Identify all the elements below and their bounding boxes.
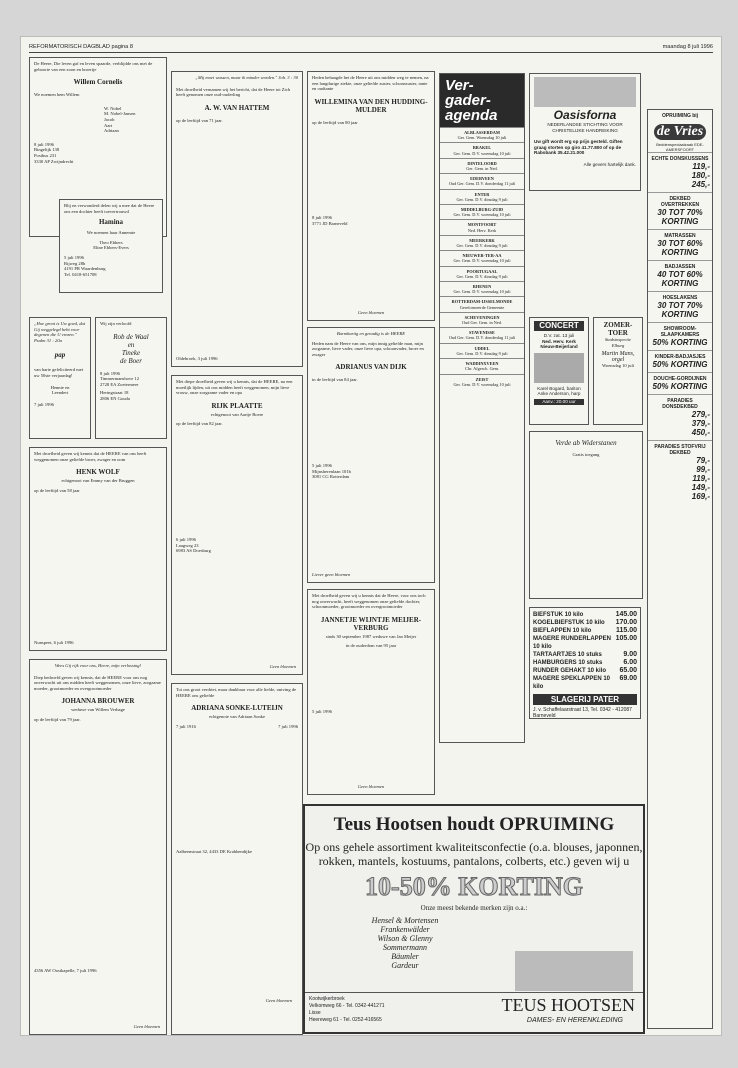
announcement-text: Tot ons groot verdriet, maar dankbaar voor alle liefde, ontving de HEERE ons geliefde: [176, 687, 297, 698]
agenda-entry: [440, 173, 524, 188]
shop-name: SLAGERIJ PATER: [533, 694, 637, 705]
section-heading: ECHTE DONSKUSSENS: [651, 156, 709, 162]
ad-title: Oasisforna: [553, 108, 617, 122]
price-value: 279,-: [691, 410, 710, 419]
section-heading: BADJASSEN: [664, 264, 696, 270]
price-row: [533, 667, 637, 675]
brand-name: Frankenwälder: [380, 925, 430, 934]
name-line: Rob de Waal: [113, 332, 149, 341]
family-member: M. Nobel-Jansen: [104, 111, 136, 117]
performer-name: Anke Anderson, harp: [537, 391, 581, 397]
ad-text: Uw gift wordt erg op prijs gesteld. Giften graag storten op giro 41.77.800 of op de Rabobank 35.42.21.000: [534, 139, 623, 156]
product-price: 105.00: [615, 635, 637, 642]
section-heading: MATRASSEN: [664, 233, 696, 239]
obituary-plaatte: [171, 375, 303, 675]
footer-note: Geen bloemen: [357, 784, 385, 790]
child-name: Hamina: [98, 218, 124, 227]
verde-ad: [529, 431, 643, 599]
product-price: 69.00: [619, 675, 637, 682]
agenda-entry: [440, 189, 524, 204]
address-line: Velkomweg 66 - Tel. 0342-441271: [309, 1003, 385, 1009]
address-line: 3330 AP Zwijndrecht: [34, 158, 74, 164]
agenda-entry: [440, 158, 524, 173]
store-name: TEUS HOOTSEN: [501, 995, 635, 1015]
family-member: W. Nobel: [104, 105, 122, 111]
announcement-date: Nunspeet, 6 juli 1996: [34, 640, 74, 646]
agenda-entry: [440, 327, 524, 342]
deceased-name: ADRIANA SONKE-LUTEIJN: [191, 704, 283, 713]
discount-section: [648, 192, 712, 229]
agenda-place: DINTELOORD: [467, 160, 497, 166]
agenda-place: MONTFOORT: [467, 222, 497, 228]
de-vries-logo: de Vries: [654, 124, 706, 140]
family-member: Aart: [104, 122, 113, 128]
announcement-subtext: We noemen hem Willem: [34, 92, 80, 98]
product-price: 115.00: [615, 627, 637, 634]
agenda-title: [440, 74, 524, 127]
agenda-list: [440, 127, 524, 389]
announcement-text: Heden behaagde het de Heere uit ons midden weg te nemen, na een langdurige ziekte, onze geliefde zuster, schoonzuster, tante en oudtante: [312, 75, 429, 92]
discount-text: 30 TOT 60% KORTING: [657, 239, 703, 257]
agenda-detail: Chr. Afgesch. Gem.: [464, 366, 499, 372]
address-line: Timmermanshove 12: [100, 376, 140, 382]
product-name: BIEFLAPPEN 10 kilo: [533, 628, 592, 634]
discount-text: 30 TOT 70% KORTING: [657, 301, 703, 319]
section-heading: PARADIES STOFVRIJ DEKBED: [654, 444, 706, 456]
deceased-age: op de leeftijd van 82 jaar.: [176, 421, 223, 427]
ad-title: ZOMER-TOER: [603, 321, 633, 337]
agenda-place: NIEUWER-TER-AA: [462, 253, 502, 259]
deceased-name: JANNETJE WIJNTJE MEIJER-VERBURG: [320, 615, 422, 632]
family-member: Adriaan: [104, 128, 119, 134]
section-heading: DEKBED OVERTREKKEN: [660, 196, 700, 208]
agenda-detail: Ger. Gem. D.V. woensdag 10 juli: [453, 212, 511, 218]
address-line: Laagweg 23: [176, 542, 199, 548]
footer-note: Geen bloemen: [357, 310, 385, 316]
agenda-place: EDERVEEN: [470, 176, 494, 182]
agenda-entry: [440, 312, 524, 327]
header-right: maandag 8 juli 1996: [662, 44, 713, 50]
agenda-entry: [440, 358, 524, 373]
discount-section: [648, 229, 712, 260]
obituary-wolf: [29, 447, 167, 651]
product-name: BIEFSTUK 10 kilo: [533, 612, 584, 618]
deceased-subtext: echtgenote van Adriaan Sonke: [209, 714, 265, 720]
ad-subtitle: Gratis toegang: [572, 452, 600, 457]
teus-hootsen-ad: [303, 804, 645, 1034]
deceased-subtext: echtgenoot van Emmy van der Bruggen: [61, 478, 135, 484]
child-name: Willem Cornelis: [73, 78, 123, 87]
announcement-text: De Heere, Die leven gaf en leven spaarde, verblijdde ons met de geboorte van een zoon en broertje: [34, 61, 153, 72]
death-date: 7 juli 1996: [278, 723, 298, 729]
product-name: MAGERE RUNDERLAPPEN 10 kilo: [533, 636, 612, 650]
family-list: [104, 106, 162, 134]
name-line: Tineke: [121, 348, 141, 357]
discount-text: 40 TOT 60% KORTING: [657, 270, 703, 288]
concert-date: D.V. zat. 13 juli: [543, 333, 575, 338]
butcher-ad: [529, 607, 641, 719]
de-vries-ad: [647, 109, 713, 1029]
address-line: Tel. 0418-651708: [64, 271, 97, 277]
agenda-entry: [440, 266, 524, 281]
name-line: de Boer: [120, 356, 142, 365]
title-line: Ver-: [445, 77, 474, 94]
announcement-text: Met diepe droefheid geven wij u kennis, dat de HEERE, na een moeilijk lijden, uit ons midden heeft weggenomen, mijn lieve vrouw, onze zorgzame vader en opa: [176, 379, 293, 396]
agenda-place: STAVENISSE: [469, 330, 495, 336]
address-line: Bingelijk 138: [34, 147, 60, 153]
section-heading: SHOWROOM-SLAAPKAMERS: [660, 326, 700, 338]
deceased-name: JOHANNA BROUWER: [61, 697, 135, 706]
performer-name: Karel Bogard, bariton: [537, 385, 581, 391]
price-row: [533, 651, 637, 659]
quote-text: „Mij moet wassen, maar ik minder worden." Joh. 3 : 30: [195, 75, 298, 80]
agenda-detail: Ger. Gem. D.V. woensdag 10 juli: [453, 258, 511, 264]
agenda-detail: Ger. Gem. D.V. dinsdag 9 juli: [456, 243, 508, 249]
price-value: 149,-: [691, 483, 710, 492]
ad-subtitle: Stadsinspectie Elburg: [604, 337, 632, 348]
announcement-text: van harte gefeliciteerd met uw 50ste verjaardag!: [34, 367, 84, 378]
agenda-place: BRAKEL: [472, 145, 492, 151]
life-dates: [176, 724, 298, 730]
footer-note: Geen bloemen: [265, 998, 292, 1004]
agenda-entry: [440, 281, 524, 296]
deceased-age: in de leeftijd van 84 jaar.: [312, 377, 358, 383]
deceased-subtext: echtgenoot van Aartje Boere: [210, 411, 264, 417]
address-line: Heringstraat 18: [100, 390, 129, 396]
announcement-date: 5 juli 1996: [312, 708, 332, 714]
obituary-brouwer: [29, 659, 167, 1035]
discount-section: [648, 260, 712, 291]
addressee-name: pap: [54, 351, 66, 360]
discount-section: [648, 322, 712, 350]
deceased-name: HENK WOLF: [76, 468, 120, 477]
address-line: Kootwijkerbroek: [309, 996, 345, 1002]
deceased-age: op de leeftijd van 79 jaar.: [34, 716, 81, 722]
agenda-detail: Ger. Gem. D.V. dinsdag 9 juli: [456, 350, 508, 356]
agenda-place: RHENEN: [472, 284, 492, 290]
price-list: [533, 611, 637, 691]
discount-banner: 10-50% KORTING: [365, 872, 583, 901]
announcement-date: 5 juli 1996: [64, 254, 84, 260]
performer-name: Martin Mans, orgel: [601, 351, 635, 363]
price-value: 119,-: [692, 474, 710, 483]
sender-name: Leendert: [51, 390, 69, 396]
name-line: en: [127, 340, 135, 349]
announcement-text: Met droefheid geven wij u kennis dat de Heere, voor ons toch nog onverwacht, heeft weggenomen onze geliefde dochter, schoonmoeder, grootmoeder en overgrootmoeder: [312, 593, 426, 610]
deceased-age: op de leeftijd van 58 jaar: [34, 487, 80, 493]
obituary-hattem: [171, 71, 303, 367]
engagement-announcement: [95, 317, 167, 439]
family-member: Jacob: [104, 116, 115, 122]
footer-note: Geen bloemen: [133, 1024, 160, 1030]
product-name: RUNDER GEHAKT 10 kilo: [533, 668, 607, 674]
concert-ad: [529, 317, 589, 425]
ad-subtitle: NEDERLANDSE STICHTING VOOR CHRISTELIJKE HANDREIKING: [547, 122, 623, 133]
agenda-place: ENTER: [474, 191, 490, 197]
address-line: Mijnsherenlaan 101b: [312, 468, 351, 474]
obituary-van-dijk: [307, 327, 435, 583]
agenda-detail: Ger. Gem. D.V. dinsdag 9 juli: [456, 196, 508, 202]
price-value: 169,-: [691, 492, 710, 501]
brands-intro: Onze meest bekende merken zijn o.a.:: [420, 904, 528, 912]
announcement-date: 8 juli 1996: [100, 370, 120, 376]
ad-title: Teus Hootsen houdt OPRUIMING: [333, 814, 615, 835]
concert-date: Woensdag 10 juli: [601, 363, 635, 369]
page-header: [29, 43, 713, 53]
address-line: 4191 PR Waardenburg: [64, 266, 106, 272]
product-price: 170.00: [615, 619, 637, 626]
concert-price: Aanv.: 20.00 uur: [534, 399, 584, 405]
brand-name: Hensel & Mortensen: [371, 916, 439, 925]
ad-text: Op ons gehele assortiment kwaliteitsconfectie (o.a. blouses, japonnen, rokken, mantels, kostuums, pantalons, colberts, etc.) geven wij u: [305, 840, 643, 868]
agenda-detail: Ned. Herv. Kerk: [467, 227, 497, 233]
product-price: 145.00: [615, 611, 637, 618]
shop-address: J. v. Schaffelaarstraat 13, Tel. 0342 - 412087 Barneveld: [533, 707, 632, 719]
deceased-name: A. W. VAN HATTEM: [204, 103, 270, 112]
title-line: agenda: [445, 107, 498, 124]
ad-subtitle: Beddenspeciaalzaak EDE-AMERSFOORT: [656, 142, 704, 152]
address-line: 3771 JD Barneveld: [312, 220, 348, 226]
meeting-agenda: [439, 73, 525, 743]
obituary-verburg: [307, 589, 435, 795]
quote-text: Wees Gij rijk voor ons, Heere, mijn verlossing!: [54, 663, 142, 668]
product-name: MAGERE SPEKLAPPEN 10 kilo: [533, 676, 611, 690]
price-row: [533, 619, 637, 627]
discount-list: [648, 152, 712, 504]
agenda-entry: [440, 142, 524, 157]
quote-text: „Hoe groot is Uw goed, dat Gij weggelegd hebt voor degenen die U vrezen." Psalm 31 : 20a: [34, 321, 86, 343]
agenda-place: POORTUGAAL: [466, 268, 498, 274]
deceased-name: RIJK PLAATTE: [211, 401, 263, 410]
announcement-subtext: We noemen haar Annemie: [86, 230, 136, 236]
section-heading: KINDER-BADJASJES: [654, 354, 706, 360]
address-line: 2806 EN Gouda: [100, 395, 130, 401]
performer-photo: [534, 353, 584, 383]
address-line: Rijweg 28b: [64, 260, 86, 266]
address-line: 3081 CG Rotterdam: [312, 474, 350, 480]
ad-footer: Alle gevers hartelijk dank.: [583, 161, 636, 167]
deceased-subtext: weduwe van Willem Verhage: [71, 707, 125, 713]
deceased-age: op de leeftijd van 71 jaar.: [176, 117, 223, 123]
address-line: Heereweg 61 - Tel. 0252-416565: [309, 1017, 382, 1023]
agenda-entry: [440, 235, 524, 250]
product-name: HAMBURGERS 10 stuks: [533, 660, 603, 666]
obituary-mulder: [307, 71, 435, 321]
price-row: [533, 659, 637, 667]
address-line: Aalbeenstraat 32, 4433 DE Krabbendijke: [176, 849, 252, 855]
announcement-text: Blij en verwonderd delen wij u mee dat de Heere ons een dochter heeft toevertrouwd: [64, 203, 155, 214]
agenda-entry: [440, 127, 524, 142]
obituary-sonke-luteijn: [171, 683, 303, 1035]
deceased-name: WILLEMINA VAN DEN HUDDING-MULDER: [314, 97, 428, 114]
address-line: 6983 AS Doesburg: [176, 548, 211, 554]
couple-names: [100, 333, 162, 365]
price-row: [533, 611, 637, 619]
address-line: Lisse: [309, 1010, 321, 1016]
agenda-place: ROTTERDAM-IJSSELMONDE: [451, 299, 513, 305]
announcement-date: 8 juli 1996: [34, 141, 54, 147]
address-line: 2728 EA Zoetermeer: [100, 381, 139, 387]
announcement-text: Met droefheid vernamen wij het bericht, dat de Heere tot Zich heeft genomen onze oud-ouderling: [176, 86, 291, 98]
price-value: 119,-: [692, 162, 710, 171]
agenda-entry: [440, 343, 524, 358]
agenda-detail: Ger. Gem. D.V. woensdag 10 juli: [453, 381, 511, 387]
address-line: 4356 AW Oostkapelle, 7 juli 1996: [34, 968, 97, 974]
price-value: 99,-: [696, 465, 710, 474]
agenda-place: WADDINXVEEN: [465, 361, 499, 367]
store-addresses: [309, 996, 385, 1024]
announcement-date: 6 juli 1996: [176, 536, 196, 542]
agenda-entry: [440, 204, 524, 219]
agenda-detail: Ger. Gem. Woensdag 10 juli: [457, 135, 507, 141]
discount-text: 50% KORTING: [652, 382, 708, 391]
agenda-place: ZEIST: [475, 376, 489, 382]
discount-section: [648, 291, 712, 322]
parent-name: Eline Ebbers-Evers: [93, 245, 129, 251]
zomer-toer-ad: [593, 317, 643, 425]
footer-note: Liever geen bloemen: [312, 572, 351, 578]
discount-text: 30 TOT 70% KORTING: [657, 208, 703, 226]
brand-name: Bäumler: [391, 952, 419, 961]
discount-section: [648, 372, 712, 394]
agenda-detail: Ger. Gem. in Ned.: [466, 166, 498, 172]
product-price: 65.00: [619, 667, 637, 674]
store-tagline: DAMES- EN HERENKLEDING: [526, 1017, 623, 1024]
agenda-detail: Ger. Gem. D.V. woensdag 10 juli: [453, 289, 511, 295]
agenda-place: SCHEVENINGEN: [464, 314, 500, 320]
agenda-detail: Oud Ger. Gem. in Ned.: [462, 320, 502, 326]
price-value: 379,-: [691, 419, 710, 428]
product-name: TARTAARTJES 10 stuks: [533, 652, 602, 658]
store-image: [515, 951, 633, 991]
price-value: 450,-: [691, 428, 710, 437]
footer-note: Geen bloemen: [269, 664, 296, 670]
product-price: 6.00: [623, 659, 637, 666]
price-row: [533, 675, 637, 691]
section-heading: PARADIES DONSDEKBED: [662, 398, 698, 410]
ad-title: CONCERT: [534, 321, 584, 331]
deceased-name: ADRIANUS VAN DIJK: [335, 363, 407, 372]
deceased-age: in de ouderdom van 95 jaar: [345, 643, 397, 649]
agenda-entry: [440, 219, 524, 234]
price-value: 79,-: [696, 456, 710, 465]
agenda-place: MIDDELBURG-ZUID: [460, 207, 504, 213]
ad-footer: [305, 992, 643, 1032]
product-price: 9.00: [623, 651, 637, 658]
sender-name: Hennie en: [50, 384, 70, 390]
announcement-text: Heden nam de Heere van ons, mijn innig geliefde man, mijn zorgzame, lieve vader, onze lieve opa, schoonvader, broer en zwager: [312, 340, 424, 357]
birth-announcement-hamina: [59, 199, 163, 293]
address-line: Postbus 231: [34, 152, 57, 158]
agenda-detail: Ger. Gem. D.V. woensdag 10 juli: [453, 150, 511, 156]
deceased-age: op de leeftijd van 80 jaar: [312, 119, 358, 125]
quote-text: Barmhartig en genadig is de HEERE: [336, 331, 406, 336]
section-heading: HOESLAKENS: [662, 295, 698, 301]
newspaper-page: [20, 36, 722, 1036]
deceased-subtext: sinds 30 september 1987 weduwe van Jan Meijer: [325, 633, 417, 639]
agenda-detail: Ger. Gem. D.V. dinsdag 9 juli: [456, 273, 508, 279]
price-row: [533, 627, 637, 635]
discount-section: [648, 394, 712, 440]
announcement-date: 7 juli 1996: [34, 401, 54, 407]
brand-name: Gardeur: [391, 961, 419, 970]
agenda-place: MEERKERK: [469, 237, 495, 243]
agenda-detail: Oud Ger. Gem. D.V. donderdag 11 juli: [448, 335, 516, 341]
announcement-text: Diep bedroefd geven wij kennis, dat de HEERE voor ons nog onverwacht uit ons midden heeft weggenomen, onze lieve, zorgzame moeder, grootmoeder en overgrootmoeder: [34, 674, 161, 691]
building-image: [534, 77, 636, 107]
price-row: [533, 635, 637, 651]
price-value: 245,-: [691, 180, 710, 189]
oasis-foundation-ad: [529, 73, 641, 191]
agenda-entry: [440, 374, 524, 389]
discount-section: [648, 350, 712, 372]
agenda-detail: Gereformeerde Gemeente: [459, 304, 505, 310]
brand-name: Sommermann: [383, 943, 427, 952]
concert-place: Ned. Herv. Kerk Nieuw-Beijerland: [540, 338, 578, 350]
agenda-place: ALBLASSERDAM: [464, 130, 500, 135]
birthday-announcement-pap: [29, 317, 91, 439]
brand-list: [305, 916, 505, 970]
section-heading: DOUCHE-GORDIJNEN: [653, 376, 707, 382]
discount-text: 50% KORTING: [652, 338, 708, 347]
announcement-date: 5 juli 1996: [312, 462, 332, 468]
brand-name: Wilson & Glenny: [377, 934, 433, 943]
announcement-date: Oldebroek, 3 juli 1996: [176, 356, 218, 362]
parent-name: Theo Ebbers: [99, 239, 123, 245]
announcement-date: 8 juli 1996: [312, 215, 332, 221]
discount-section: [648, 152, 712, 192]
discount-section: [648, 440, 712, 504]
birth-date: 7 juli 1916: [176, 723, 196, 729]
ad-title: Verde ab Widerstanen: [555, 439, 617, 447]
title-line: gader-: [445, 92, 491, 109]
discount-text: 50% KORTING: [652, 360, 708, 369]
header-left: REFORMATORISCH DAGBLAD pagina 8: [29, 44, 133, 50]
agenda-place: UDDEL: [474, 345, 490, 351]
agenda-entry: [440, 296, 524, 311]
ad-title: OPRUIMING bij: [661, 113, 699, 119]
agenda-entry: [440, 250, 524, 265]
announcement-text: Met droefheid geven wij kennis dat de HEERE van ons heeft weggenomen onze geliefde broer, zwager en oom: [34, 451, 147, 462]
product-name: KOGELBIEFSTUK 10 kilo: [533, 620, 605, 626]
price-value: 180,-: [691, 171, 710, 180]
agenda-detail: Oud Ger. Gem. D.V. donderdag 11 juli: [448, 181, 516, 187]
announcement-text: Wij zijn verloofd: [100, 321, 132, 326]
